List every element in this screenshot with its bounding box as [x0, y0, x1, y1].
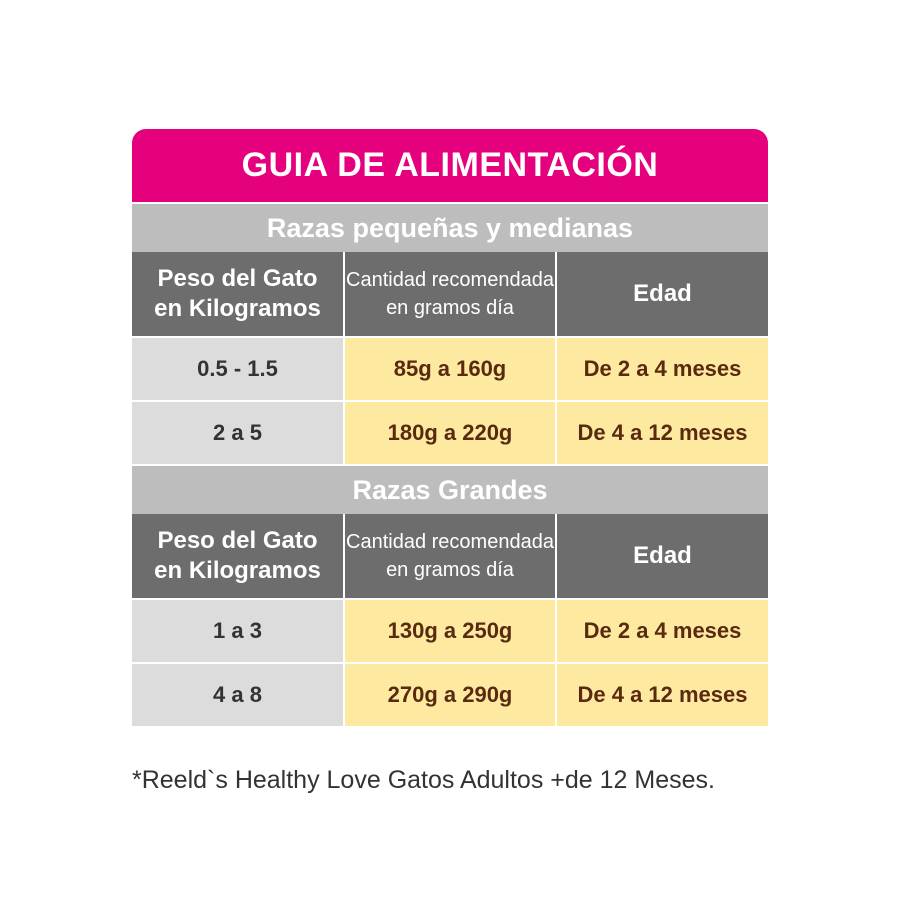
- amount-cell: 180g a 220g: [343, 400, 555, 464]
- table-header-row: [132, 252, 768, 336]
- footnote: *Reeld`s Healthy Love Gatos Adultos +de 12 Meses.: [132, 766, 715, 794]
- age-cell: De 4 a 12 meses: [555, 662, 768, 726]
- table-row: [132, 400, 768, 464]
- header-age: Edad: [555, 514, 768, 598]
- header-weight: Peso del Gato en Kilogramos: [132, 514, 343, 598]
- age-cell: De 4 a 12 meses: [555, 400, 768, 464]
- amount-cell: 270g a 290g: [343, 662, 555, 726]
- guide-title: GUIA DE ALIMENTACIÓN: [132, 129, 768, 202]
- header-amount: Cantidad recomendada en gramos día: [343, 252, 555, 336]
- header-weight: Peso del Gato en Kilogramos: [132, 252, 343, 336]
- table-row: [132, 662, 768, 726]
- table-large: [132, 514, 768, 726]
- weight-cell: 0.5 - 1.5: [132, 336, 343, 400]
- weight-cell: 4 a 8: [132, 662, 343, 726]
- weight-cell: 1 a 3: [132, 598, 343, 662]
- section-title-small-medium: Razas pequeñas y medianas: [132, 202, 768, 252]
- age-cell: De 2 a 4 meses: [555, 598, 768, 662]
- header-amount: Cantidad recomendada en gramos día: [343, 514, 555, 598]
- weight-cell: 2 a 5: [132, 400, 343, 464]
- feeding-guide-table: [132, 129, 768, 726]
- section-title-large: Razas Grandes: [132, 464, 768, 514]
- table-row: [132, 336, 768, 400]
- table-row: [132, 598, 768, 662]
- age-cell: De 2 a 4 meses: [555, 336, 768, 400]
- header-age: Edad: [555, 252, 768, 336]
- table-header-row: [132, 514, 768, 598]
- amount-cell: 130g a 250g: [343, 598, 555, 662]
- amount-cell: 85g a 160g: [343, 336, 555, 400]
- table-small-medium: [132, 252, 768, 464]
